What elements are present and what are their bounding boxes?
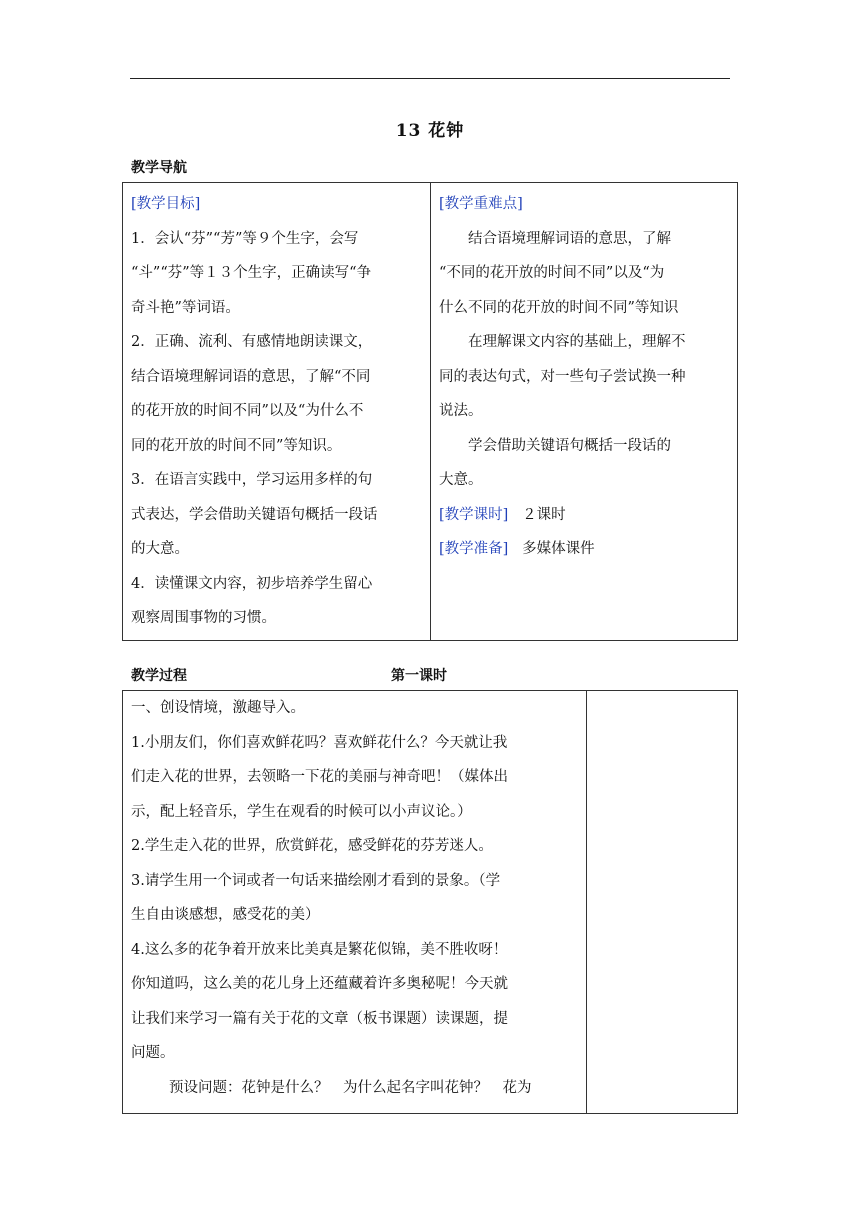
process-section-label: 教学过程	[131, 668, 187, 684]
process-line: 预设问题：花钟是什么？ 为什么起名字叫花钟？ 花为	[169, 1079, 532, 1096]
objective-line: 式表达，学会借助关键语句概括一段话	[131, 506, 378, 523]
key-points-cell	[431, 183, 738, 641]
process-line: 们走入花的世界，去领略一下花的美丽与神奇吧！（媒体出	[131, 769, 508, 785]
process-line: 2.学生走入花的世界，欣赏鲜花，感受鲜花的芬芳迷人。	[131, 838, 493, 854]
key-point-line: 说法。	[439, 403, 483, 419]
process-line: 4.这么多的花争着开放来比美真是繁花似锦，美不胜收呀！	[131, 941, 508, 958]
objective-line: 同的花开放的时间不同”等知识。	[131, 437, 342, 454]
class-hours-row	[439, 498, 731, 533]
class-hours-value: ２课时	[522, 506, 566, 523]
process-line: 生自由谈感想，感受花的美）	[131, 907, 320, 923]
lesson-label: 第一课时	[391, 668, 447, 684]
key-point-line: 结合语境理解词语的意思，了解	[468, 230, 671, 247]
nav-section-label: 教学导航	[131, 160, 187, 176]
objective-line: 奇斗艳”等词语。	[131, 299, 240, 316]
process-line: 问题。	[131, 1045, 175, 1061]
teaching-nav-table	[122, 182, 738, 641]
key-point-line: 学会借助关键语句概括一段话的	[468, 437, 671, 454]
objective-line: 2．正确、流利、有感情地朗读课文，	[131, 334, 373, 350]
objective-line: 3．在语言实践中，学习运用多样的句	[131, 472, 373, 488]
objectives-header: [教学目标]	[131, 196, 201, 212]
process-line: 3.请学生用一个词或者一句话来描绘刚才看到的景象。（学	[131, 872, 501, 889]
objective-line: 的花开放的时间不同”以及“为什么不	[131, 403, 364, 419]
objective-line: 结合语境理解词语的意思，了解“不同	[131, 368, 371, 385]
key-point-line: 大意。	[439, 472, 483, 488]
objective-line: 4．读懂课文内容，初步培养学生留心	[131, 575, 373, 592]
objective-line: 1．会认“芬”“芳”等９个生字，会写	[131, 230, 359, 247]
notes-cell	[586, 691, 737, 1114]
process-line: 你知道吗，这么美的花儿身上还蕴藏着许多奥秘呢！今天就	[131, 976, 508, 992]
process-line: 让我们来学习一篇有关于花的文章（板书课题）读课题，提	[131, 1010, 508, 1027]
teaching-process-table	[122, 690, 738, 1114]
header-rule	[130, 78, 730, 79]
process-line: 1.小朋友们，你们喜欢鲜花吗？喜欢鲜花什么？今天就让我	[131, 734, 508, 751]
process-line: 示，配上轻音乐，学生在观看的时候可以小声议论。）	[131, 803, 472, 820]
prep-row	[439, 532, 731, 567]
page-title: 13 花钟	[395, 121, 465, 141]
key-point-line: “不同的花开放的时间不同”以及“为	[439, 265, 665, 281]
prep-value: 多媒体课件	[522, 541, 595, 557]
class-hours-label: [教学课时]	[439, 506, 509, 523]
objective-line: 的大意。	[131, 541, 189, 557]
key-points-header: [教学重难点]	[439, 196, 523, 212]
key-point-line: 在理解课文内容的基础上，理解不	[468, 334, 686, 350]
key-point-line: 同的表达句式，对一些句子尝试换一种	[439, 368, 686, 385]
key-point-line: 什么不同的花开放的时间不同”等知识	[439, 299, 679, 316]
objectives-cell	[123, 183, 431, 641]
objective-line: “斗”“芬”等１３个生字，正确读写“争	[131, 265, 372, 281]
objective-line: 观察周围事物的习惯。	[131, 610, 276, 626]
process-line: 一、创设情境，激趣导入。	[131, 700, 305, 716]
prep-label: [教学准备]	[439, 541, 509, 557]
process-content-cell	[123, 691, 587, 1114]
